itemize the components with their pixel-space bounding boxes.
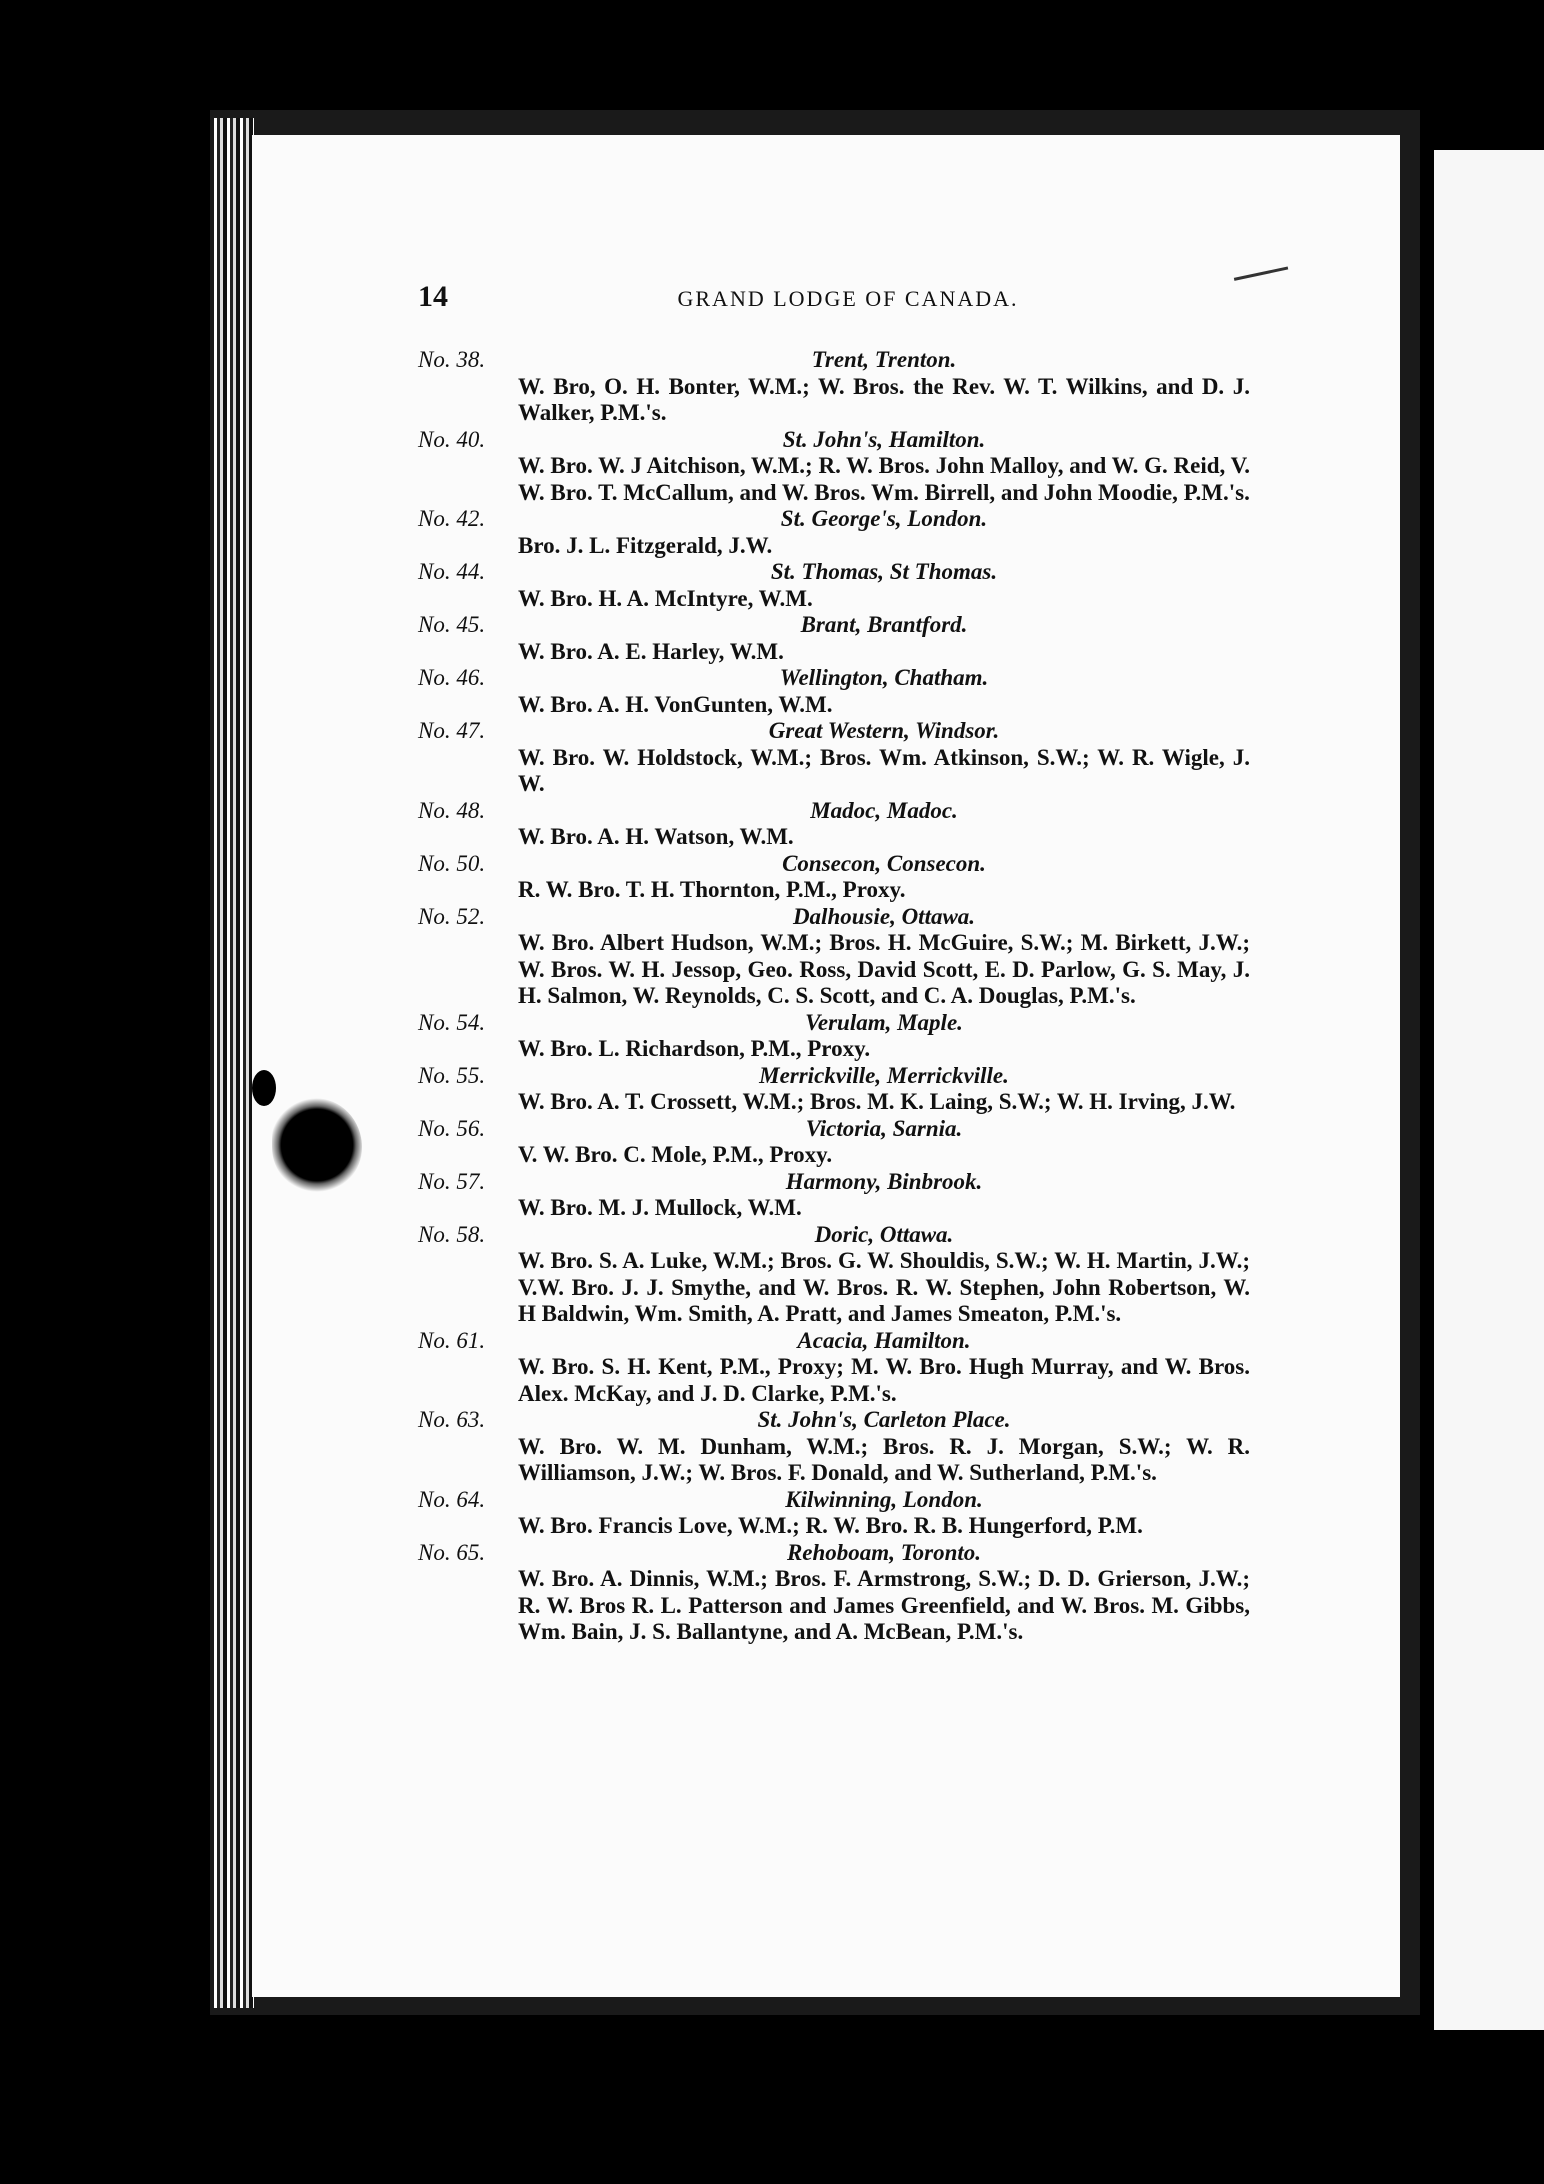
page-header [418, 280, 1278, 320]
lodge-heading [418, 506, 1250, 533]
lodge-officers: W. Bro. M. J. Mullock, W.M. [518, 1195, 802, 1220]
lodge-heading [418, 851, 1250, 878]
lodge-officers: W. Bro. H. A. McIntyre, W.M. [518, 585, 813, 611]
lodge-name: Harmony, Binbrook. [785, 1168, 983, 1194]
lodge-entry [418, 851, 1250, 904]
lodge-heading [418, 718, 1250, 745]
lodge-officers: R. W. Bro. T. H. Thornton, P.M., Proxy. [518, 877, 906, 902]
facing-page-strip [1434, 150, 1544, 2030]
lodge-entry [418, 1010, 1250, 1063]
lodge-entry [418, 798, 1250, 851]
lodge-officers: V. W. Bro. C. Mole, P.M., Proxy. [518, 1142, 833, 1167]
lodge-name: Acacia, Hamilton. [797, 1327, 971, 1353]
lodge-entry [418, 559, 1250, 612]
lodge-heading [418, 1487, 1250, 1514]
lodge-officers: W. Bro. W. Holdstock, W.M.; Bros. Wm. Atkinson, S.W.; W. R. Wigle, J. W. [518, 744, 1250, 796]
lodge-officers: W. Bro. L. Richardson, P.M., Proxy. [518, 1036, 871, 1061]
lodge-number: No. 64. [418, 1486, 486, 1512]
book-page-edges [214, 118, 254, 2008]
lodge-number: No. 54. [418, 1009, 486, 1035]
lodge-officers: W. Bro. A. H. Watson, W.M. [518, 824, 794, 849]
lodge-heading [418, 347, 1250, 374]
lodge-heading [418, 665, 1250, 692]
lodge-number: No. 61. [418, 1327, 486, 1353]
lodge-officers: W. Bro. A. T. Crossett, W.M.; Bros. M. K. Laing, S.W.; W. H. Irving, J.W. [518, 1089, 1236, 1114]
lodge-number: No. 40. [418, 426, 486, 452]
lodge-name: Wellington, Chatham. [779, 665, 989, 690]
lodge-heading [418, 612, 1250, 639]
lodge-officers: W. Bro. W. J Aitchison, W.M.; R. W. Bros. John Malloy, and W. G. Reid, V. W. Bro. T. McCallum, and W. Bros. Wm. Birrell, and John Moodie, P.M.'s. [518, 453, 1250, 505]
lodge-number: No. 65. [418, 1539, 486, 1565]
lodge-entry [418, 1487, 1250, 1540]
lodge-officers: W. Bro. Albert Hudson, W.M.; Bros. H. McGuire, S.W.; M. Birkett, J.W.; W. Bros. W. H. Jessop, Geo. Ross, David Scott, E. D. Parlow, G. S. May, J. H. Salmon, W. Reynolds, C. S. Scott, and C. A. Douglas, P.M.'s. [518, 930, 1250, 1008]
lodge-name: Madoc, Madoc. [810, 797, 958, 823]
page-number: 14 [418, 280, 448, 313]
lodge-entry [418, 612, 1250, 665]
lodge-entry [418, 427, 1250, 507]
lodge-name: St. Thomas, St Thomas. [770, 559, 998, 584]
lodge-list [418, 347, 1250, 1646]
lodge-number: No. 38. [418, 347, 486, 372]
lodge-officers: W. Bro. S. H. Kent, P.M., Proxy; M. W. Bro. Hugh Murray, and W. Bros. Alex. McKay, and J. D. Clarke, P.M.'s. [518, 1354, 1250, 1406]
lodge-officers: W. Bro. W. M. Dunham, W.M.; Bros. R. J. Morgan, S.W.; W. R. Williamson, J.W.; W. Bros. F. Donald, and W. Sutherland, P.M.'s. [518, 1433, 1250, 1485]
lodge-number: No. 47. [418, 718, 486, 743]
lodge-heading [418, 1540, 1250, 1567]
lodge-heading [418, 1328, 1250, 1355]
lodge-number: No. 57. [418, 1168, 486, 1194]
lodge-entry [418, 904, 1250, 1010]
lodge-number: No. 45. [418, 612, 486, 637]
lodge-name: Rehoboam, Toronto. [786, 1539, 982, 1565]
lodge-name: St. John's, Hamilton. [782, 426, 986, 452]
lodge-number: No. 63. [418, 1407, 486, 1432]
ink-blot [272, 1098, 362, 1192]
lodge-officers: W. Bro. Francis Love, W.M.; R. W. Bro. R. B. Hungerford, P.M. [518, 1513, 1143, 1538]
lodge-number: No. 55. [418, 1062, 486, 1088]
lodge-officers: W. Bro. A. E. Harley, W.M. [518, 638, 784, 664]
lodge-officers: W. Bro. A. Dinnis, W.M.; Bros. F. Armstrong, S.W.; D. D. Grierson, J.W.; R. W. Bros R. L. Patterson and James Greenfield, and W. Bros. M. Gibbs, Wm. Bain, J. S. Ballantyne, and A. McBean, P.M.'s. [518, 1566, 1250, 1644]
lodge-officers: Bro. J. L. Fitzgerald, J.W. [518, 532, 773, 558]
lodge-heading [418, 1063, 1250, 1090]
lodge-name: St. George's, London. [780, 506, 988, 531]
lodge-heading [418, 1116, 1250, 1143]
lodge-name: Kilwinning, London. [785, 1486, 983, 1512]
running-title: GRAND LODGE OF CANADA. [677, 286, 1019, 311]
lodge-heading [418, 1169, 1250, 1196]
lodge-name: Doric, Ottawa. [814, 1221, 954, 1247]
lodge-entry [418, 1540, 1250, 1646]
lodge-number: No. 56. [418, 1115, 486, 1141]
lodge-entry [418, 1222, 1250, 1328]
lodge-officers: W. Bro. A. H. VonGunten, W.M. [518, 691, 833, 717]
lodge-entry [418, 1116, 1250, 1169]
lodge-entry [418, 665, 1250, 718]
lodge-number: No. 48. [418, 797, 486, 823]
lodge-name: Merrickville, Merrickville. [759, 1062, 1009, 1088]
lodge-entry [418, 347, 1250, 427]
lodge-name: Victoria, Sarnia. [805, 1115, 963, 1141]
lodge-heading [418, 904, 1250, 931]
lodge-entry [418, 1328, 1250, 1408]
lodge-name: Brant, Brantford. [800, 612, 968, 637]
lodge-entry [418, 1063, 1250, 1116]
lodge-heading [418, 559, 1250, 586]
lodge-number: No. 44. [418, 559, 486, 584]
lodge-name: Great Western, Windsor. [768, 718, 1000, 743]
lodge-heading [418, 427, 1250, 454]
lodge-heading [418, 1222, 1250, 1249]
lodge-heading [418, 1010, 1250, 1037]
lodge-entry [418, 718, 1250, 798]
lodge-entry [418, 1169, 1250, 1222]
lodge-number: No. 52. [418, 903, 486, 929]
lodge-name: Trent, Trenton. [811, 347, 957, 372]
ink-blot-small [252, 1070, 276, 1106]
lodge-entry [418, 506, 1250, 559]
lodge-number: No. 42. [418, 506, 486, 531]
lodge-heading [418, 1407, 1250, 1434]
lodge-entry [418, 1407, 1250, 1487]
lodge-name: St. John's, Carleton Place. [757, 1407, 1011, 1432]
lodge-name: Verulam, Maple. [805, 1009, 963, 1035]
lodge-officers: W. Bro. S. A. Luke, W.M.; Bros. G. W. Shouldis, S.W.; W. H. Martin, J.W.; V.W. Bro. J. J. Smythe, and W. Bros. R. W. Stephen, John Robertson, W. H Baldwin, Wm. Smith, A. Pratt, and James Smeaton, P.M.'s. [518, 1248, 1250, 1326]
lodge-number: No. 50. [418, 850, 486, 876]
lodge-officers: W. Bro, O. H. Bonter, W.M.; W. Bros. the Rev. W. T. Wilkins, and D. J. Walker, P.M.'s. [518, 373, 1250, 425]
lodge-name: Consecon, Consecon. [782, 850, 986, 876]
lodge-name: Dalhousie, Ottawa. [792, 903, 976, 929]
lodge-number: No. 58. [418, 1221, 486, 1247]
lodge-heading [418, 798, 1250, 825]
lodge-number: No. 46. [418, 665, 486, 690]
